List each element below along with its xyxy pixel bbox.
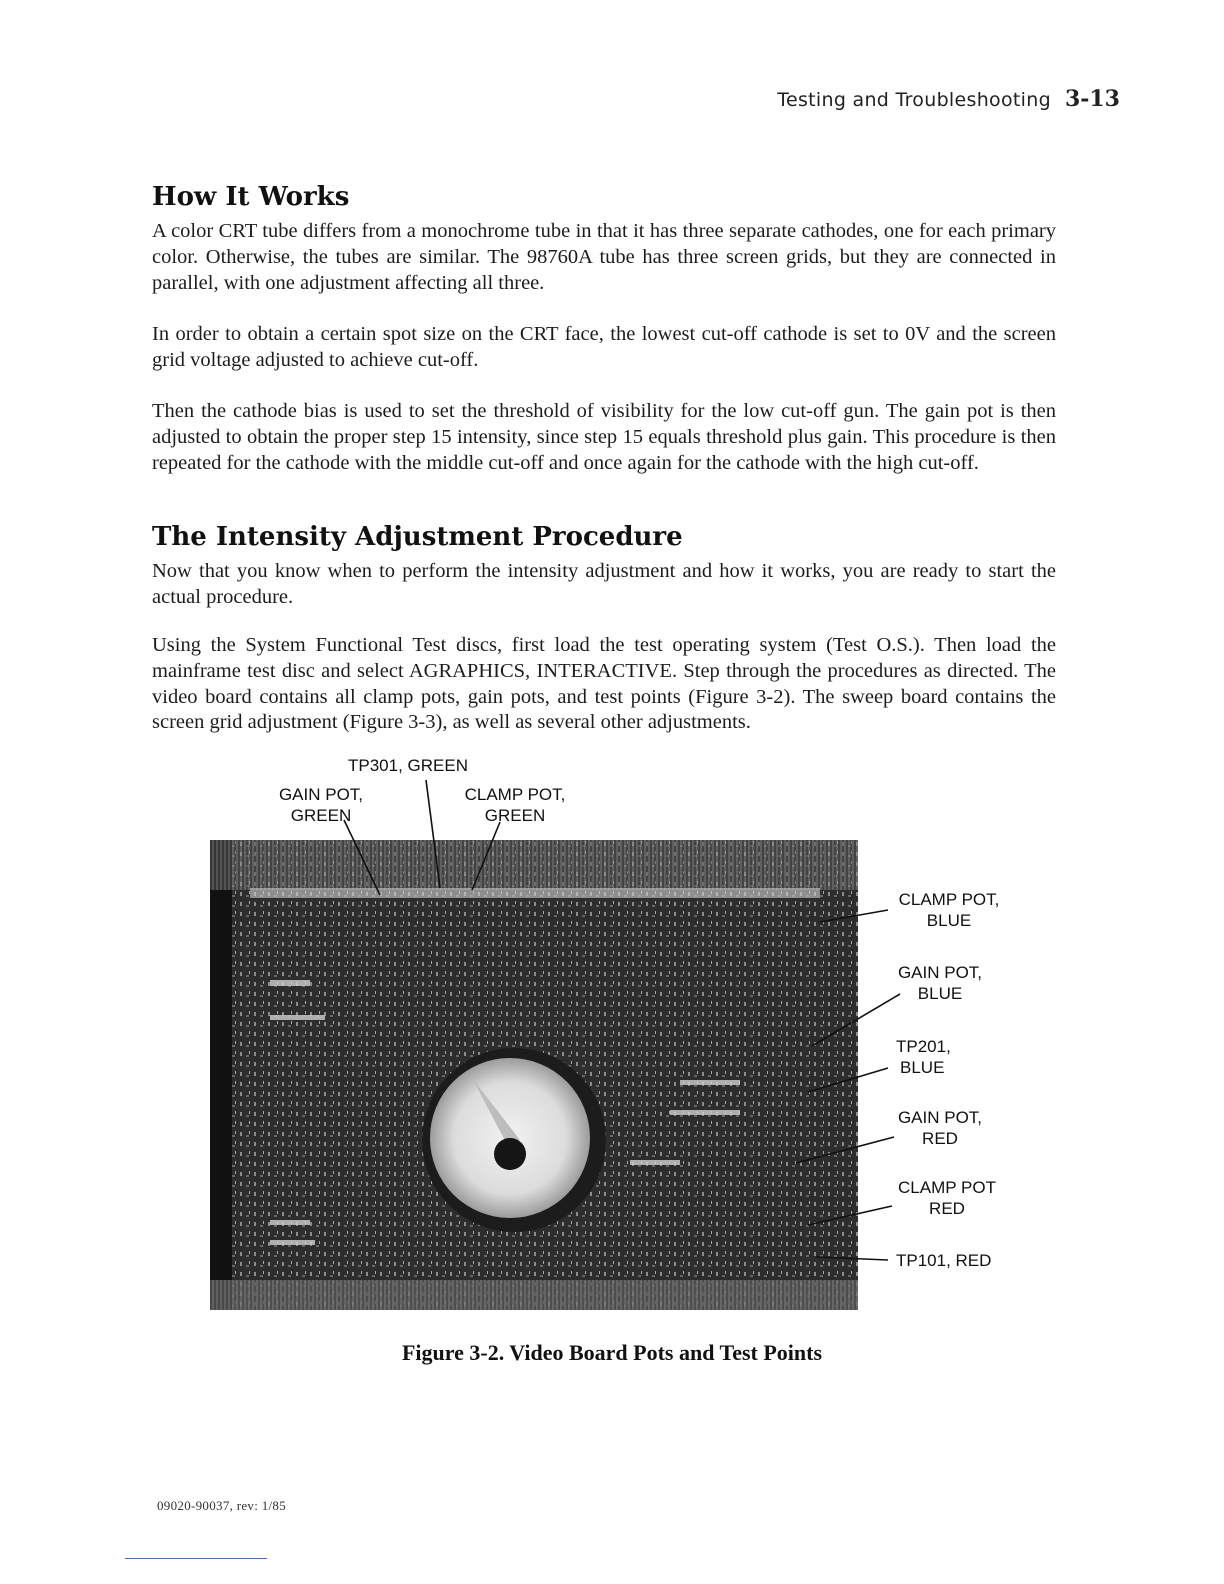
label-line: BLUE: [917, 984, 963, 1003]
label-line: CLAMP POT,: [464, 785, 566, 804]
page-header: [777, 86, 1120, 112]
label-line: TP201,: [896, 1037, 951, 1056]
label-line: GREEN: [484, 806, 546, 825]
figure-caption: Figure 3-2. Video Board Pots and Test Points: [401, 1340, 823, 1365]
label-clamp-pot-green: [456, 784, 574, 826]
footer-doc-ref: 09020-90037, rev: 1/85: [157, 1498, 287, 1513]
paragraph: Now that you know when to perform the intensity adjustment and how it works, you are ready to start the actual procedure.: [152, 560, 1056, 608]
paragraph: Using the System Functional Test discs, first load the test operating system (Test O.S.). Then load the mainframe test disc and select AGRAPHICS, INTERACTIVE. Step through the procedures as directed. The video board contains all clamp pots, gain pots, and test points (Figure 3-2). The sweep board contains the screen grid adjustment (Figure 3-3), as well as several other adjustments.: [152, 634, 1056, 734]
label-line: GAIN POT,: [278, 785, 364, 804]
header-page-number: 3-13: [1064, 86, 1120, 112]
label-line: BLUE: [926, 911, 972, 930]
paragraph: In order to obtain a certain spot size on the CRT face, the lowest cut-off cathode is set to 0V and the screen grid voltage adjusted to achieve cut-off.: [152, 323, 1056, 371]
paragraph: Then the cathode bias is used to set the threshold of visibility for the low cut-off gun. The gain pot is then adjusted to obtain the proper step 15 intensity, since step 15 equals threshold plus gain. This procedure is then repeated for the cathode with the middle cut-off and once again for the cathode with the high cut-off.: [152, 400, 1056, 474]
label-line: RED: [922, 1129, 958, 1148]
label-line: GAIN POT,: [897, 1108, 983, 1127]
footer-rule: [125, 1558, 267, 1559]
label-tp301-green: TP301, GREEN: [348, 756, 468, 775]
label-line: CLAMP POT: [898, 1178, 996, 1197]
header-section-title: Testing and Troubleshooting: [777, 89, 1051, 111]
label-line: RED: [929, 1199, 965, 1218]
label-gain-pot-green: [268, 784, 374, 826]
video-board-photo: [210, 840, 858, 1310]
label-line: GAIN POT,: [897, 963, 983, 982]
section-heading-intensity-adjustment: The Intensity Adjustment Procedure: [152, 522, 683, 552]
paragraph: A color CRT tube differs from a monochrome tube in that it has three separate cathodes, one for each primary color. Otherwise, the tubes are similar. The 98760A tube has three screen grids, but they are connected in parallel, with one adjustment affecting all three.: [152, 220, 1056, 294]
label-gain-pot-blue: [892, 962, 988, 1004]
label-tp201-blue: [896, 1036, 951, 1078]
label-line: GREEN: [290, 806, 352, 825]
label-clamp-pot-red: [892, 1177, 1002, 1219]
section-heading-how-it-works: How It Works: [152, 182, 350, 212]
label-gain-pot-red: [892, 1107, 988, 1149]
label-line: CLAMP POT,: [898, 890, 1000, 909]
label-line: BLUE: [900, 1058, 945, 1077]
label-tp101-red: TP101, RED: [896, 1251, 992, 1270]
label-clamp-pot-blue: [892, 889, 1006, 931]
